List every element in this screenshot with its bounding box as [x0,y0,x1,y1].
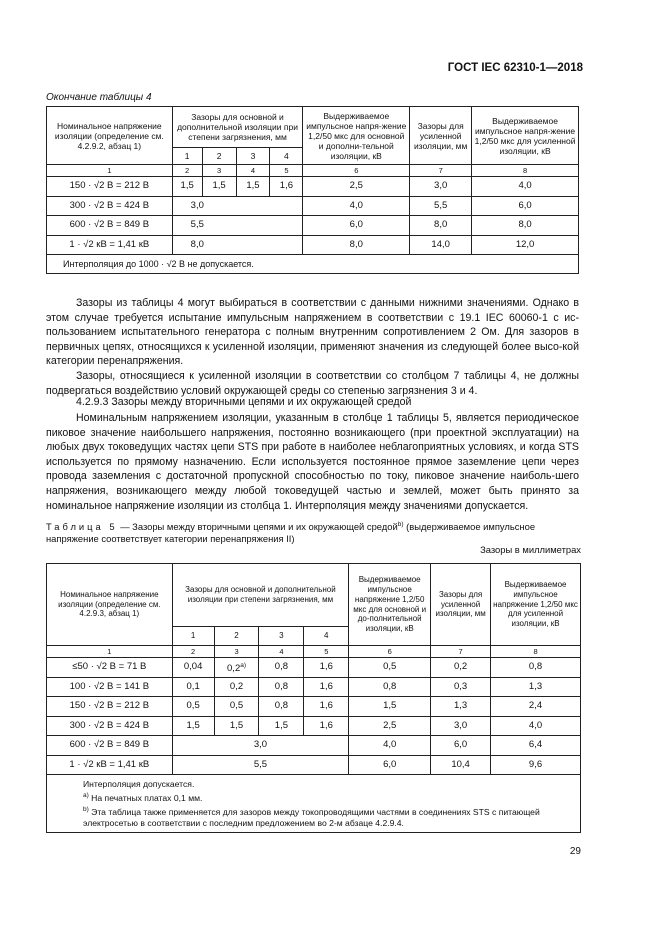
table-row [47,177,579,197]
footnote-a-text: На печатных платах 0,1 мм. [88,792,203,803]
table4-colnum: 6 [303,165,410,177]
table4-header-impulse-reinforced: Выдерживаемое импульсное напря-жение 1,2/50 мкс для усиленной изоляции, кВ [472,107,579,165]
cell-pd3: 0,8 [259,658,304,678]
cell-impulse-basic: 8,0 [303,235,410,255]
row-voltage: 100 · √2 В = 141 В [47,677,173,697]
table5-subheader-pd2: 2 [214,627,259,646]
table-row [47,736,581,756]
cell-impulse-basic: 4,0 [349,736,431,756]
cell-impulse-basic: 2,5 [349,716,431,736]
cell-impulse-basic: 0,8 [349,677,431,697]
table-row [47,677,581,697]
table5-header-reinforced-clearance: Зазоры для усиленной изоляции, мм [431,564,491,646]
footnote-a [83,790,576,804]
table5-colnum: 1 [47,646,173,658]
table5-subheader-pd3: 3 [259,627,304,646]
table5-header-impulse-reinforced: Выдерживаемое импульсное напряжение 1,2/50 мкс для усиленной изоляции, кВ [491,564,581,646]
cell-pd4: 1,6 [304,658,349,678]
cell-pd2: 1,5 [202,177,236,197]
footnote-b-text: Эта таблица также применяется для зазоров между токопроводящими частями в соединениях STS с питающей электросетью в соответствии с последним предложением во 2-м абзаце 4.2.9.4. [83,806,540,828]
cell-impulse-reinforced: 4,0 [491,716,581,736]
cell-impulse-reinforced: 8,0 [472,216,579,236]
cell-reinforced: 14,0 [410,235,472,255]
cell-impulse-basic: 0,5 [349,658,431,678]
cell-reinforced: 0,3 [431,677,491,697]
cell-pd-merged: 3,0 [172,736,349,756]
cell-reinforced: 6,0 [431,736,491,756]
cell-pd2: 1,5 [214,716,259,736]
table4-note: Интерполяция до 1000 · √2 В не допускается. [47,255,579,274]
table5-caption-text: — Зазоры между вторичными цепями и их окружающей средой [120,521,398,533]
footnote-a-label: a) [83,792,89,799]
table4-header-clearances: Зазоры для основной и дополнительной изоляции при степени загрязнения, мм [172,107,303,148]
table4-colnum: 5 [270,165,303,177]
cell-pd-merged: 8,0 [172,235,303,255]
cell-pd2 [214,658,259,678]
cell-impulse-reinforced: 0,8 [491,658,581,678]
table5-subheader-pd1: 1 [172,627,214,646]
row-voltage: 1 · √2 кВ = 1,41 кВ [47,235,173,255]
paragraph-1: Зазоры из таблицы 4 могут выбираться в соответствии с данными нижними значениями. Однако в этом случае требуется испытание импульсным напряжением в соответствии с 19.1 IEC 60060-1 с ис-пользованием испытательного генератора с полным внутренним сопротивлением 2 Ом. Для зазоров в первичных цепях, относящихся к усиленной изоляции, применяют значения из следующей более высо-кой категории перенапряжения. [46,297,579,368]
table5-colnum: 5 [304,646,349,658]
page-number: 29 [569,846,581,857]
cell-pd3: 1,5 [259,716,304,736]
table-row [47,658,581,678]
row-voltage: 600 · √2 В = 849 В [47,736,173,756]
cell-reinforced: 8,0 [410,216,472,236]
table5-caption [46,519,581,545]
table5-caption-rest: (выдерживаемое импульсное напряжение соответствует категории перенапряжения II) [46,521,536,545]
table-row [47,755,581,775]
cell-impulse-basic: 1,5 [349,697,431,717]
table5-notes [47,775,581,833]
table5-colnum: 3 [214,646,259,658]
footnote-a-marker: a) [240,661,247,669]
table4-header-impulse-basic: Выдерживаемое импульсное напря-жение 1,2/50 мкс для основной и дополни-тельной изоляции, кВ [303,107,410,165]
cell-pd3: 1,5 [236,177,270,197]
cell-pd1: 0,5 [172,697,214,717]
paragraph-2: Зазоры, относящиеся к усиленной изоляции в соответствии со столбцом 7 таблицы 4, не должны подвергаться воздействию условий окружающей среды со степенью загрязнения 3 и 4. [46,370,579,397]
table4-subheader-pd1: 1 [172,148,202,165]
table4-colnum: 8 [472,165,579,177]
cell-pd4: 1,6 [304,677,349,697]
cell-pd1: 0,04 [172,658,214,678]
table5-colnum: 4 [259,646,304,658]
table4-colnum: 7 [410,165,472,177]
row-voltage: ≤50 · √2 В = 71 В [47,658,173,678]
table5-header-voltage: Номинальное напряжение изоляции (определение см. 4.2.9.3, абзац 1) [47,564,173,646]
cell-pd-merged: 3,0 [172,196,303,216]
cell-reinforced: 0,2 [431,658,491,678]
cell-pd4: 1,6 [304,716,349,736]
table5-units: Зазоры в миллиметрах [480,544,581,555]
cell-pd3: 0,8 [259,677,304,697]
table5-header-impulse-basic: Выдерживаемое импульсное напряжение 1,2/50 мкс для основной и до-полнительной изоляции, кВ [349,564,431,646]
cell-pd1: 0,1 [172,677,214,697]
table5-colnum: 7 [431,646,491,658]
cell-pd-merged: 5,5 [172,216,303,236]
cell-pd2: 0,2 [214,677,259,697]
table4-subheader-pd2: 2 [202,148,236,165]
table5-header-clearances: Зазоры для основной и дополнительной изоляции при степени загрязнения, мм [172,564,349,627]
cell-impulse-reinforced: 4,0 [472,177,579,197]
row-voltage: 150 · √2 В = 212 В [47,177,173,197]
cell-impulse-reinforced: 9,6 [491,755,581,775]
table-row [47,196,579,216]
row-voltage: 1 · √2 кВ = 1,41 кВ [47,755,173,775]
footnote-b [83,804,576,829]
cell-pd-merged: 5,5 [172,755,349,775]
table5-colnum: 2 [172,646,214,658]
cell-pd4: 1,6 [304,697,349,717]
cell-pd3: 0,8 [259,697,304,717]
cell-impulse-reinforced: 6,4 [491,736,581,756]
table5-colnum: 8 [491,646,581,658]
cell-impulse-reinforced: 6,0 [472,196,579,216]
paragraph-3: Номинальным напряжением изоляции, указанным в столбце 1 таблицы 5, является периодическое пиковое значение наибольшего напряжения, постоянно возникающего (при проектной эксплуатации) на любых двух токоведущих частях цепи STS при работе в наиболее неблагоприятных условиях, и когда STS используется по прямому назначению. Если используется постоянное прямое заземление цепи через провода заземления с достаточной пропускной способностью по току, пиковое значение наиболь-шего напряжения, возникающего между любой токоведущей частью и землей, может быть принято за номинальное напряжение изоляции из столбца 1. Интерполяция между значениями допускается. [46,412,579,512]
cell-reinforced: 3,0 [431,716,491,736]
table5-caption-label: Таблица 5 [46,521,118,533]
table5-colnum: 6 [349,646,431,658]
note-interpolation: Интерполяция допускается. [83,779,195,789]
row-voltage: 150 · √2 В = 212 В [47,697,173,717]
table5-subheader-pd4: 4 [304,627,349,646]
table-4 [46,106,579,274]
cell-impulse-basic: 2,5 [303,177,410,197]
table-row [47,697,581,717]
footnote-b-marker: b) [397,521,404,528]
document-header: ГОСТ IEC 62310-1—2018 [447,62,583,74]
cell-pd1: 1,5 [172,177,202,197]
cell-pd1: 1,5 [172,716,214,736]
row-voltage: 600 · √2 В = 849 В [47,216,173,236]
table4-subheader-pd4: 4 [270,148,303,165]
table-row [47,716,581,736]
table-5 [46,563,581,833]
cell-impulse-basic: 6,0 [303,216,410,236]
row-voltage: 300 · √2 В = 424 В [47,716,173,736]
table4-caption: Окончание таблицы 4 [46,92,152,103]
cell-impulse-reinforced: 2,4 [491,697,581,717]
cell-impulse-reinforced: 1,3 [491,677,581,697]
cell-reinforced: 1,3 [431,697,491,717]
table4-subheader-pd3: 3 [236,148,270,165]
cell-reinforced: 5,5 [410,196,472,216]
cell-impulse-reinforced: 12,0 [472,235,579,255]
table4-colnum: 3 [202,165,236,177]
cell-pd2: 0,5 [214,697,259,717]
table4-colnum: 4 [236,165,270,177]
cell-reinforced: 10,4 [431,755,491,775]
row-voltage: 300 · √2 В = 424 В [47,196,173,216]
table4-colnum: 2 [172,165,202,177]
table4-colnum: 1 [47,165,173,177]
cell-pd4: 1,6 [270,177,303,197]
table-row [47,235,579,255]
cell-reinforced: 3,0 [410,177,472,197]
cell-impulse-basic: 4,0 [303,196,410,216]
cell-pd2-value: 0,2 [227,662,241,674]
footnote-b-label: b) [83,805,89,813]
table-row [47,216,579,236]
section-heading-4-2-9-3: 4.2.9.3 Зазоры между вторичными цепями и их окружающей средой [76,396,412,408]
table4-header-voltage: Номинальное напряжение изоляции (определение см. 4.2.9.2, абзац 1) [47,107,173,165]
cell-impulse-basic: 6,0 [349,755,431,775]
table4-header-reinforced-clearance: Зазоры для усиленной изоляции, мм [410,107,472,165]
